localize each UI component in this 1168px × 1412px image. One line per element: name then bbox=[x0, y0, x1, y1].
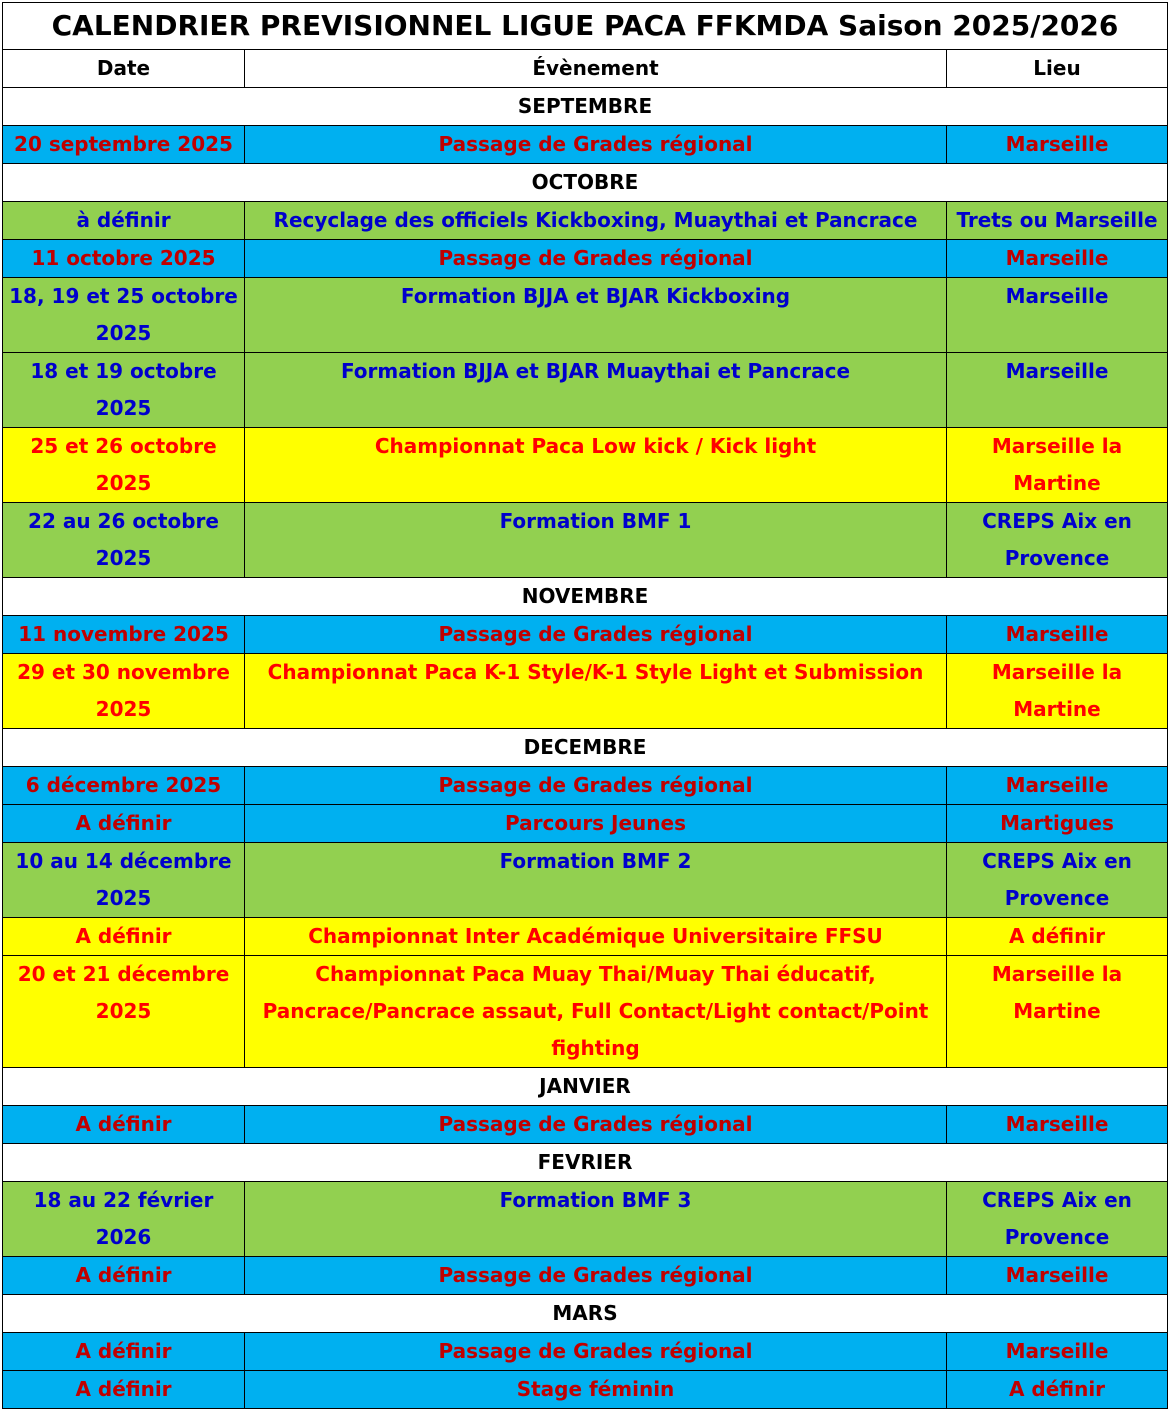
event-date: 6 décembre 2025 bbox=[3, 767, 245, 805]
event-row bbox=[3, 805, 1168, 843]
event-date: 29 et 30 novembre 2025 bbox=[3, 654, 245, 729]
event-date: à définir bbox=[3, 202, 245, 240]
event-date: A définir bbox=[3, 1257, 245, 1295]
event-row bbox=[3, 278, 1168, 353]
event-place: Marseille bbox=[947, 1333, 1168, 1371]
event-place: A définir bbox=[947, 918, 1168, 956]
event-date: 20 septembre 2025 bbox=[3, 126, 245, 164]
month-label: FEVRIER bbox=[3, 1144, 1168, 1182]
month-label: JANVIER bbox=[3, 1068, 1168, 1106]
event-name: Championnat Inter Académique Universitaire FFSU bbox=[245, 918, 947, 956]
calendar-table bbox=[2, 2, 1168, 1409]
event-place: A définir bbox=[947, 1371, 1168, 1409]
month-label: OCTOBRE bbox=[3, 164, 1168, 202]
event-name: Formation BJJA et BJAR Kickboxing bbox=[245, 278, 947, 353]
event-place: CREPS Aix en Provence bbox=[947, 503, 1168, 578]
event-name: Passage de Grades régional bbox=[245, 1333, 947, 1371]
event-place: Marseille bbox=[947, 1106, 1168, 1144]
event-row bbox=[3, 1371, 1168, 1409]
month-row bbox=[3, 88, 1168, 126]
event-row bbox=[3, 918, 1168, 956]
month-row bbox=[3, 1144, 1168, 1182]
event-place: Marseille la Martine bbox=[947, 654, 1168, 729]
month-label: NOVEMBRE bbox=[3, 578, 1168, 616]
event-row bbox=[3, 428, 1168, 503]
event-row bbox=[3, 843, 1168, 918]
month-label: MARS bbox=[3, 1295, 1168, 1333]
event-name: Formation BMF 1 bbox=[245, 503, 947, 578]
event-place: Marseille bbox=[947, 616, 1168, 654]
event-date: 25 et 26 octobre 2025 bbox=[3, 428, 245, 503]
month-label: DECEMBRE bbox=[3, 729, 1168, 767]
event-date: A définir bbox=[3, 1371, 245, 1409]
month-row bbox=[3, 1295, 1168, 1333]
header-place: Lieu bbox=[947, 50, 1168, 88]
event-row bbox=[3, 240, 1168, 278]
event-row bbox=[3, 1333, 1168, 1371]
event-name: Championnat Paca K-1 Style/K-1 Style Light et Submission bbox=[245, 654, 947, 729]
event-name: Recyclage des officiels Kickboxing, Muaythai et Pancrace bbox=[245, 202, 947, 240]
event-place: CREPS Aix en Provence bbox=[947, 843, 1168, 918]
event-date: 20 et 21 décembre 2025 bbox=[3, 956, 245, 1068]
event-row bbox=[3, 126, 1168, 164]
event-date: A définir bbox=[3, 1106, 245, 1144]
event-place: Marseille la Martine bbox=[947, 956, 1168, 1068]
event-date: A définir bbox=[3, 918, 245, 956]
event-row bbox=[3, 202, 1168, 240]
title-row bbox=[3, 3, 1168, 50]
event-name: Formation BMF 3 bbox=[245, 1182, 947, 1257]
event-name: Passage de Grades régional bbox=[245, 1257, 947, 1295]
header-date: Date bbox=[3, 50, 245, 88]
event-row bbox=[3, 616, 1168, 654]
event-name: Championnat Paca Muay Thai/Muay Thai éducatif, Pancrace/Pancrace assaut, Full Contact/Light contact/Point fighting bbox=[245, 956, 947, 1068]
event-row bbox=[3, 1106, 1168, 1144]
event-date: A définir bbox=[3, 805, 245, 843]
month-label: SEPTEMBRE bbox=[3, 88, 1168, 126]
event-row bbox=[3, 1182, 1168, 1257]
event-place: Marseille bbox=[947, 126, 1168, 164]
month-row bbox=[3, 164, 1168, 202]
event-name: Formation BJJA et BJAR Muaythai et Pancrace bbox=[245, 353, 947, 428]
event-date: 18, 19 et 25 octobre 2025 bbox=[3, 278, 245, 353]
event-place: Marseille bbox=[947, 767, 1168, 805]
event-name: Stage féminin bbox=[245, 1371, 947, 1409]
event-place: Marseille la Martine bbox=[947, 428, 1168, 503]
event-name: Passage de Grades régional bbox=[245, 767, 947, 805]
page-title: CALENDRIER PREVISIONNEL LIGUE PACA FFKMDA Saison 2025/2026 bbox=[3, 3, 1168, 50]
event-place: Martigues bbox=[947, 805, 1168, 843]
month-row bbox=[3, 578, 1168, 616]
event-row bbox=[3, 353, 1168, 428]
header-event: Évènement bbox=[245, 50, 947, 88]
event-name: Championnat Paca Low kick / Kick light bbox=[245, 428, 947, 503]
event-place: Marseille bbox=[947, 278, 1168, 353]
event-name: Formation BMF 2 bbox=[245, 843, 947, 918]
event-place: Trets ou Marseille bbox=[947, 202, 1168, 240]
event-row bbox=[3, 1257, 1168, 1295]
event-name: Passage de Grades régional bbox=[245, 126, 947, 164]
month-row bbox=[3, 1068, 1168, 1106]
event-row bbox=[3, 503, 1168, 578]
event-date: 11 octobre 2025 bbox=[3, 240, 245, 278]
event-date: A définir bbox=[3, 1333, 245, 1371]
event-place: CREPS Aix en Provence bbox=[947, 1182, 1168, 1257]
event-place: Marseille bbox=[947, 353, 1168, 428]
event-name: Passage de Grades régional bbox=[245, 616, 947, 654]
event-date: 18 et 19 octobre 2025 bbox=[3, 353, 245, 428]
event-date: 11 novembre 2025 bbox=[3, 616, 245, 654]
event-date: 22 au 26 octobre 2025 bbox=[3, 503, 245, 578]
month-row bbox=[3, 729, 1168, 767]
event-name: Passage de Grades régional bbox=[245, 240, 947, 278]
event-row bbox=[3, 767, 1168, 805]
event-row bbox=[3, 956, 1168, 1068]
event-date: 10 au 14 décembre 2025 bbox=[3, 843, 245, 918]
event-place: Marseille bbox=[947, 1257, 1168, 1295]
event-name: Parcours Jeunes bbox=[245, 805, 947, 843]
event-name: Passage de Grades régional bbox=[245, 1106, 947, 1144]
event-date: 18 au 22 février 2026 bbox=[3, 1182, 245, 1257]
event-row bbox=[3, 654, 1168, 729]
event-place: Marseille bbox=[947, 240, 1168, 278]
header-row bbox=[3, 50, 1168, 88]
